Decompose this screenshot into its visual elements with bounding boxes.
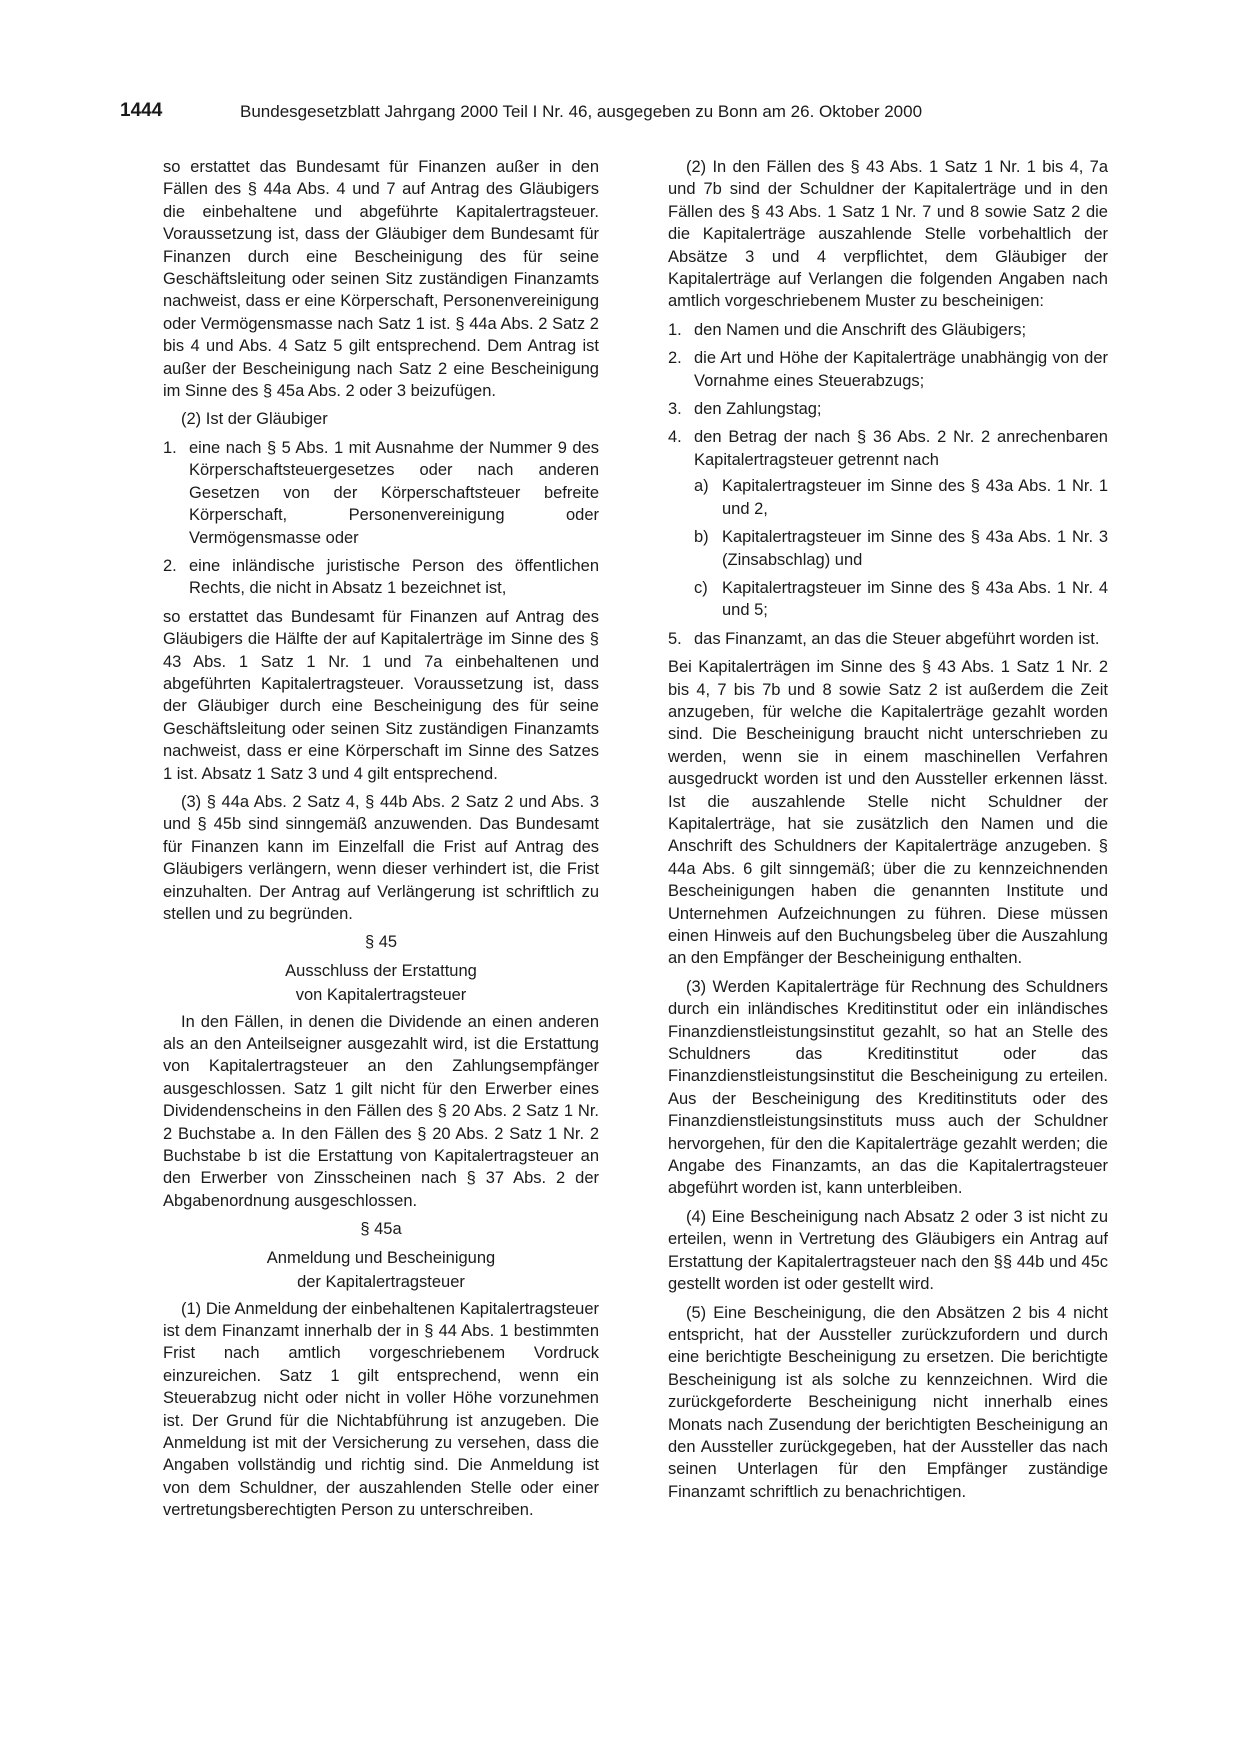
list-item-text: das Finanzamt, an das die Steuer abgeführt worden ist. (694, 629, 1100, 648)
left-column (163, 156, 599, 1528)
list-item-text: den Zahlungstag; (694, 400, 822, 419)
list-number: 3. (668, 400, 682, 419)
paragraph: (3) Werden Kapitalerträge für Rechnung des Schuldners durch ein inländisches Kreditinstitut oder ein inländisches Finanzdienstleistungsinstitut gezahlt, so hat an Stelle des Schuldners das Kreditinstitut oder das Finanzdienstleistungsinstitut die Bescheinigung zu erteilen. Aus der Bescheinigung des Kreditinstituts oder des Finanzdienstleistungsinstituts muss auch der Schuldner hervorgehen, für den die Kapitalerträge gezahlt werden; die Angabe des Finanzamts, an das die Kapitalertragsteuer abgeführt worden ist, kann unterbleiben. (668, 977, 1108, 1198)
numbered-list (668, 319, 1108, 650)
list-number: 2. (163, 556, 177, 575)
lettered-sublist (694, 475, 1108, 621)
sublist-letter: b) (694, 528, 709, 547)
list-item-text: den Betrag der nach § 36 Abs. 2 Nr. 2 anrechenbaren Kapitalertragsteuer getrennt nach (694, 428, 1108, 469)
list-item (668, 347, 1108, 392)
list-item (668, 426, 1108, 621)
paragraph: (2) In den Fällen des § 43 Abs. 1 Satz 1 Nr. 1 bis 4, 7a und 7b sind der Schuldner der Kapitalerträge und in den Fällen des § 43 Abs. 1 Satz 1 Nr. 7 und 8 sowie Satz 2 die die Kapitalerträge auszahlende Stelle vorbehaltlich der Absätze 3 und 4 verpflichtet, dem Gläubiger der Kapitalerträge auf Verlangen die folgenden Angaben nach amtlich vorgeschriebenem Muster zu bescheinigen: (668, 158, 1108, 311)
page-header (120, 100, 1000, 126)
list-item (668, 319, 1108, 341)
paragraph: (1) Die Anmeldung der einbehaltenen Kapitalertragsteuer ist dem Finanzamt innerhalb der in § 44 Abs. 1 bestimmten Frist nach amtlich vorgeschriebenem Vordruck einzureichen. Satz 1 gilt entsprechend, wenn ein Steuerabzug nicht oder nicht in voller Höhe vorzunehmen ist. Der Grund für die Nichtabführung ist anzugeben. Die Anmeldung ist mit der Versicherung zu versehen, dass die Angaben vollständig und richtig sind. Die Anmeldung ist von dem Schuldner, der auszahlenden Stelle oder einer vertretungsberechtigten Person zu unterschreiben. (163, 1299, 599, 1520)
list-item-text: eine nach § 5 Abs. 1 mit Ausnahme der Nummer 9 des Körperschaftsteuergesetzes oder nach anderen Gesetzen von der Körperschaftsteuer befreite Körperschaft, Personenvereinigung oder Vermögensmasse oder (189, 438, 599, 547)
section-title: Anmeldung und Bescheinigung (266, 1248, 496, 1267)
section-title: Ausschluss der Erstattung (285, 961, 477, 980)
sublist-letter: c) (694, 578, 708, 597)
numbered-list (163, 437, 599, 600)
list-item-text: den Namen und die Anschrift des Gläubigers; (694, 320, 1027, 339)
list-item (668, 628, 1108, 650)
paragraph: so erstattet das Bundesamt für Finanzen außer in den Fällen des § 44a Abs. 4 und 7 auf Antrag des Gläubigers die einbehaltene und abgeführte Kapitalertragsteuer. Voraussetzung ist, dass der Gläubiger dem Bundesamt für Finanzen durch eine Bescheinigung des für seine Geschäftsleitung oder seinen Sitz zuständigen Finanzamts nachweist, dass er eine Körperschaft, Personenvereinigung oder Vermögensmasse nach Satz 1 ist. § 44a Abs. 2 Satz 2 bis 4 und Abs. 4 Satz 5 gilt entsprechend. Dem Antrag ist außer der Bescheinigung nach Satz 2 eine Bescheinigung im Sinne des § 45a Abs. 2 oder 3 beizufügen. (163, 158, 599, 401)
sublist-item (694, 526, 1108, 571)
page-number: 1444 (120, 100, 163, 121)
paragraph: (3) § 44a Abs. 2 Satz 4, § 44b Abs. 2 Satz 2 und Abs. 3 und § 45b sind sinngemäß anzuwenden. Das Bundesamt für Finanzen kann im Einzelfall die Frist auf Antrag des Gläubigers verlängern, wenn dieser verhindert ist, die Frist einzuhalten. Der Antrag auf Verlängerung ist schriftlich zu stellen und zu begründen. (163, 792, 599, 923)
sublist-item (694, 475, 1108, 520)
sublist-item-text: Kapitalertragsteuer im Sinne des § 43a Abs. 1 Nr. 3 (Zinsabschlag) und (722, 528, 1108, 569)
sublist-item (694, 577, 1108, 622)
paragraph: so erstattet das Bundesamt für Finanzen auf Antrag des Gläubigers die Hälfte der auf Kapitalerträge im Sinne des § 43 Abs. 1 Satz 1 Nr. 1 und 7a einbehaltenen und abgeführten Kapitalertragsteuer. Voraussetzung ist, dass der Gläubiger durch eine Bescheinigung des für seine Geschäftsleitung oder seinen Sitz zuständigen Finanzamts nachweist, dass er eine Körperschaft im Sinne des Satzes 1 ist. Absatz 1 Satz 3 und 4 gilt entsprechend. (163, 607, 599, 783)
list-item (163, 437, 599, 549)
list-item (163, 555, 599, 600)
paragraph: (4) Eine Bescheinigung nach Absatz 2 oder 3 ist nicht zu erteilen, wenn in Vertretung des Gläubigers ein Antrag auf Erstattung der Kapitalertragsteuer nach den §§ 44b und 45c gestellt worden ist oder gestellt wird. (668, 1207, 1108, 1294)
paragraph: (2) Ist der Gläubiger (181, 410, 328, 429)
right-column (668, 156, 1108, 1509)
list-number: 5. (668, 629, 682, 648)
section-label: § 45 (364, 933, 398, 952)
sublist-letter: a) (694, 477, 709, 496)
paragraph: (5) Eine Bescheinigung, die den Absätzen 2 bis 4 nicht entspricht, hat der Aussteller zurückzufordern und durch eine berichtigte Bescheinigung zu ersetzen. Die berichtigte Bescheinigung ist als solche zu kennzeichnen. Wird die zurückgeforderte Bescheinigung nicht innerhalb eines Monats nach Zusendung der berichtigten Bescheinigung an den Aussteller zurückgegeben, hat der Aussteller das nach seinen Unterlagen für den Empfänger zuständige Finanzamt schriftlich zu benachrichtigen. (668, 1303, 1108, 1501)
list-item-text: die Art und Höhe der Kapitalerträge unabhängig von der Vornahme eines Steuerabzugs; (694, 349, 1108, 390)
section-title: von Kapitalertragsteuer (295, 986, 467, 1005)
section-title: der Kapitalertragsteuer (297, 1273, 465, 1292)
running-title: Bundesgesetzblatt Jahrgang 2000 Teil I Nr. 46, ausgegeben zu Bonn am 26. Oktober 2000 (240, 102, 923, 121)
section-label: § 45a (360, 1220, 402, 1239)
list-number: 2. (668, 349, 682, 368)
paragraph: In den Fällen, in denen die Dividende an einen anderen als an den Anteilseigner ausgezahlt wird, ist die Erstattung von Kapitalertragsteuer an den Zahlungsempfänger ausgeschlossen. Satz 1 gilt nicht für den Erwerber eines Dividendenscheins in den Fällen des § 20 Abs. 2 Satz 1 Nr. 2 Buchstabe a. In den Fällen des § 20 Abs. 2 Satz 1 Nr. 2 Buchstabe b ist die Erstattung von Kapitalertragsteuer an den Erwerber von Zinsscheinen nach § 37 Abs. 2 der Abgabenordnung ausgeschlossen. (163, 1012, 599, 1210)
list-item (668, 398, 1108, 420)
sublist-item-text: Kapitalertragsteuer im Sinne des § 43a Abs. 1 Nr. 1 und 2, (722, 477, 1108, 518)
list-number: 1. (163, 438, 177, 457)
list-item-text: eine inländische juristische Person des öffentlichen Rechts, die nicht in Absatz 1 bezeichnet ist, (189, 556, 599, 598)
sublist-item-text: Kapitalertragsteuer im Sinne des § 43a Abs. 1 Nr. 4 und 5; (722, 578, 1108, 620)
list-number: 4. (668, 428, 682, 447)
paragraph: Bei Kapitalerträgen im Sinne des § 43 Abs. 1 Satz 1 Nr. 2 bis 4, 7 bis 7b und 8 sowie Satz 2 ist außerdem die Zeit anzugeben, für welche die Kapitalerträge gezahlt worden sind. Die Bescheinigung braucht nicht unterschrieben zu werden, wenn sie in einem maschinellen Verfahren ausgedruckt worden ist und den Aussteller erkennen lässt. Ist die auszahlende Stelle nicht Schuldner der Kapitalerträge, hat sie zusätzlich den Namen und die Anschrift des Schuldners der Kapitalerträge anzugeben. § 44a Abs. 6 gilt sinngemäß; über die zu kennzeichnenden Bescheinigungen haben die genannten Institute und Unternehmen Aufzeichnungen zu führen. Diese müssen einen Hinweis auf den Buchungsbeleg über die Auszahlung an den Empfänger der Bescheinigung enthalten. (668, 658, 1108, 968)
list-number: 1. (668, 320, 682, 339)
